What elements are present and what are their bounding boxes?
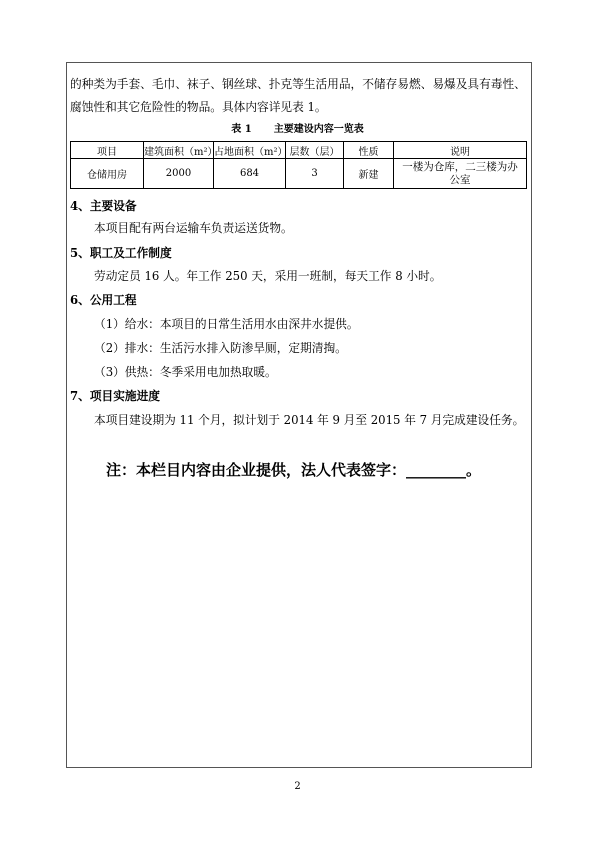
section-heading-equipment: 4、主要设备 [70,199,137,213]
table-caption-label: 表 1 [231,124,252,135]
section-text: 本项目配有两台运输车负责运送货物。 [94,221,293,235]
section-heading-staffing: 5、职工及工作制度 [70,246,172,260]
column-header-description: 说明 [394,142,527,159]
section-heading-schedule: 7、项目实施进度 [70,389,160,403]
cell-land-area: 684 [214,159,286,189]
table-header-row [71,142,527,159]
column-header-item: 项目 [71,142,144,159]
cell-description: 一楼为仓库，二三楼为办公室 [394,159,527,189]
table-row [71,159,527,189]
construction-content-table [70,141,527,189]
section-heading-utilities: 6、公用工程 [70,293,137,307]
cell-item: 仓储用房 [71,159,144,189]
column-header-building-area: 建筑面积（m²） [144,142,214,159]
page-number: 2 [294,781,301,792]
section-text-water-supply: （1）给水：本项目的日常生活用水由深井水提供。 [94,317,359,331]
section-text-heating: （3）供热：冬季采用电加热取暖。 [94,365,277,379]
signature-note: 注：本栏目内容由企业提供，法人代表签字：________。 [106,461,482,479]
section-text-drainage: （2）排水：生活污水排入防渗旱厕，定期清掏。 [94,341,347,355]
column-header-land-area: 占地面积（m²） [214,142,286,159]
cell-building-area: 2000 [144,159,214,189]
cell-floors: 3 [286,159,344,189]
section-text: 本项目建设期为 11 个月，拟计划于 2014 年 9 月至 2015 年 7 月完成建设任务。 [94,413,525,427]
intro-line: 腐蚀性和其它危险性的物品。具体内容详见表 1。 [70,100,327,114]
cell-nature: 新建 [344,159,394,189]
table-caption-title: 主要建设内容一览表 [273,124,364,135]
column-header-nature: 性质 [344,142,394,159]
column-header-floors: 层数（层） [286,142,344,159]
intro-line: 的种类为手套、毛巾、袜子、钢丝球、扑克等生活用品，不储存易燃、易爆及具有毒性、 [70,77,526,91]
section-text: 劳动定员 16 人。年工作 250 天，采用一班制，每天工作 8 小时。 [94,269,442,283]
table-caption [0,123,595,137]
